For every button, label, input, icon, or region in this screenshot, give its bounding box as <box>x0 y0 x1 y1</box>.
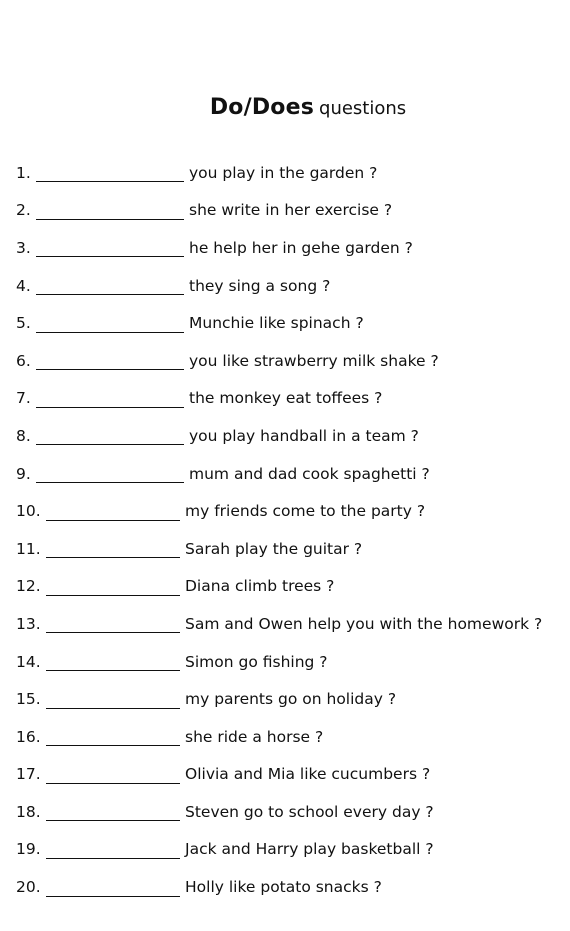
answer-blank[interactable] <box>46 654 180 671</box>
question-text: my friends come to the party ? <box>185 502 426 521</box>
question-text: you play handball in a team ? <box>189 426 419 445</box>
answer-blank[interactable] <box>46 767 180 784</box>
question-text: you like strawberry milk shake ? <box>189 351 439 370</box>
question-row <box>16 718 566 756</box>
answer-blank[interactable] <box>36 466 184 483</box>
question-number: 2. <box>16 201 31 220</box>
question-row <box>16 756 566 794</box>
question-row <box>16 831 566 869</box>
question-number: 19. <box>16 840 41 859</box>
question-number: 15. <box>16 690 41 709</box>
question-number: 12. <box>16 577 41 596</box>
question-row <box>16 154 566 192</box>
answer-blank[interactable] <box>46 804 180 821</box>
worksheet-title <box>0 95 570 120</box>
answer-blank[interactable] <box>46 842 180 859</box>
question-text: they sing a song ? <box>189 276 331 295</box>
question-text: he help her in gehe garden ? <box>189 238 413 257</box>
answer-blank[interactable] <box>46 692 180 709</box>
question-number: 5. <box>16 314 31 333</box>
question-row <box>16 793 566 831</box>
answer-blank[interactable] <box>36 203 184 220</box>
question-number: 3. <box>16 238 31 257</box>
question-row <box>16 492 566 530</box>
title-bold: Do/Does <box>209 95 315 120</box>
question-text: Simon go fishing ? <box>185 652 328 671</box>
question-number: 4. <box>16 276 31 295</box>
question-text: Holly like potato snacks ? <box>185 878 382 897</box>
question-text: Olivia and Mia like cucumbers ? <box>185 765 431 784</box>
question-number: 20. <box>16 878 41 897</box>
question-number: 13. <box>16 614 41 633</box>
title-normal: questions <box>319 98 407 119</box>
answer-blank[interactable] <box>46 616 180 633</box>
answer-blank[interactable] <box>36 391 184 408</box>
question-row <box>16 455 566 493</box>
question-text: mum and dad cook spaghetti ? <box>189 464 430 483</box>
question-text: Sam and Owen help you with the homework ? <box>185 614 543 633</box>
answer-blank[interactable] <box>36 240 184 257</box>
question-text: Munchie like spinach ? <box>189 314 364 333</box>
question-number: 16. <box>16 727 41 746</box>
answer-blank[interactable] <box>46 504 180 521</box>
question-text: Steven go to school every day ? <box>185 802 434 821</box>
question-text: Sarah play the guitar ? <box>185 539 363 558</box>
answer-blank[interactable] <box>46 541 180 558</box>
question-row <box>16 380 566 418</box>
question-text: you play in the garden ? <box>189 163 378 182</box>
question-list <box>16 154 566 906</box>
question-text: the monkey eat toffees ? <box>189 389 383 408</box>
question-row <box>16 605 566 643</box>
question-number: 11. <box>16 539 41 558</box>
question-row <box>16 417 566 455</box>
question-number: 10. <box>16 502 41 521</box>
question-text: Jack and Harry play basketball ? <box>185 840 434 859</box>
answer-blank[interactable] <box>36 278 184 295</box>
answer-blank[interactable] <box>36 165 184 182</box>
question-row <box>16 568 566 606</box>
question-number: 18. <box>16 802 41 821</box>
question-text: my parents go on holiday ? <box>185 690 397 709</box>
question-row <box>16 530 566 568</box>
question-number: 9. <box>16 464 31 483</box>
question-number: 7. <box>16 389 31 408</box>
answer-blank[interactable] <box>46 729 180 746</box>
question-row <box>16 680 566 718</box>
question-number: 1. <box>16 163 31 182</box>
question-row <box>16 192 566 230</box>
question-row <box>16 868 566 906</box>
question-row <box>16 643 566 681</box>
question-number: 6. <box>16 351 31 370</box>
question-text: Diana climb trees ? <box>185 577 335 596</box>
answer-blank[interactable] <box>36 353 184 370</box>
question-text: she write in her exercise ? <box>189 201 393 220</box>
question-row <box>16 229 566 267</box>
question-number: 17. <box>16 765 41 784</box>
question-text: she ride a horse ? <box>185 727 324 746</box>
question-row <box>16 267 566 305</box>
question-row <box>16 342 566 380</box>
answer-blank[interactable] <box>36 428 184 445</box>
answer-blank[interactable] <box>46 880 180 897</box>
question-row <box>16 304 566 342</box>
question-number: 8. <box>16 426 31 445</box>
question-number: 14. <box>16 652 41 671</box>
answer-blank[interactable] <box>46 579 180 596</box>
answer-blank[interactable] <box>36 316 184 333</box>
